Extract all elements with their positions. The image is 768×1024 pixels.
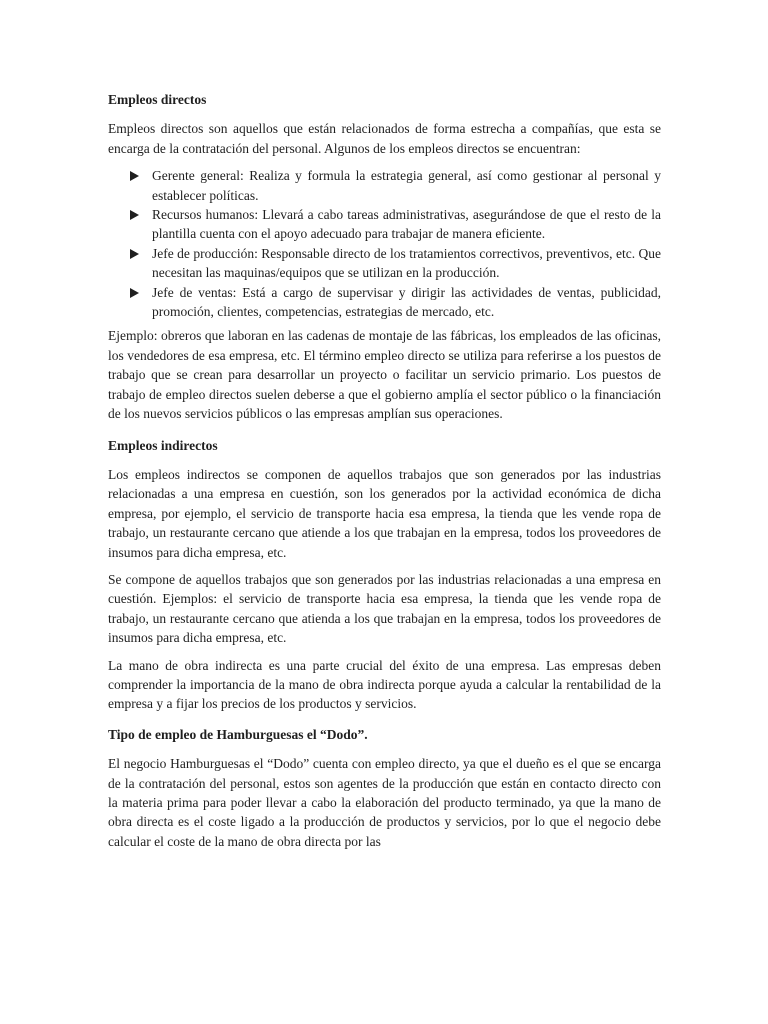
paragraph-intro-directos: Empleos directos son aquellos que están relacionados de forma estrecha a compañías, que esta se encarga de la contratación del personal. Algunos de los empleos directos se encuentran: — [108, 121, 661, 156]
section-heading-tipo-empleo: Tipo de empleo de Hamburguesas el “Dodo”. — [108, 726, 368, 742]
list-item — [108, 283, 661, 322]
arrow-bullet-icon — [130, 171, 139, 181]
bullet-text: Recursos humanos: Llevará a cabo tareas administrativas, asegurándose de que el resto de la plantilla cuenta con el apoyo adecuado para trabajar de manera eficiente. — [152, 207, 661, 242]
section-heading-empleos-indirectos: Empleos indirectos — [108, 437, 218, 453]
paragraph-indirectos-2: Se compone de aquellos trabajos que son generados por las industrias relacionadas a una empresa en cuestión. Ejemplos: el servicio de transporte hacia esa empresa, la tienda que les vende ropa de trabajo, un restaurante cercano que atienda a los que trabajan en la empresa, todos los proveedores de insumos para dicha empresa, etc. — [108, 571, 661, 646]
paragraph-ejemplo-directos: Ejemplo: obreros que laboran en las cadenas de montaje de las fábricas, los empleados de las oficinas, los vendedores de esa empresa, etc. El término empleo directo se utiliza para referirse a los puestos de trabajo que se crean para desarrollar un proyecto o facilitar un servicio primario. Los puestos de trabajo de empleo directos suelen deberse a que el gobierno amplía el sector público o la financiación de los nuevos servicios públicos o las empresas amplían sus operaciones. — [108, 328, 661, 422]
list-item — [108, 244, 661, 283]
bullet-text: Jefe de ventas: Está a cargo de supervisar y dirigir las actividades de ventas, publicidad, promoción, clientes, competencias, estrategias de mercado, etc. — [152, 284, 661, 320]
paragraph-tipo-empleo: El negocio Hamburguesas el “Dodo” cuenta con empleo directo, ya que el dueño es el que se encarga de la contratación del personal, estos son agentes de la producción que están en contacto directo con la materia prima para poder llevar a cabo la elaboración del producto terminado, ya que la mano de obra directa es el coste ligado a la producción de productos y servicios, por lo que el negocio debe calcular el coste de la mano de obra directa por las — [108, 756, 661, 849]
section-heading-empleos-directos: Empleos directos — [108, 92, 207, 107]
bullet-text: Gerente general: Realiza y formula la estrategia general, así como gestionar al personal y establecer políticas. — [152, 168, 661, 203]
paragraph-indirectos-3: La mano de obra indirecta es una parte crucial del éxito de una empresa. Las empresas deben comprender la importancia de la mano de obra indirecta porque ayuda a calcular la rentabilidad de la empresa y a fijar los precios de los productos y servicios. — [108, 657, 661, 712]
bullet-list-empleos-directos — [108, 166, 661, 321]
arrow-bullet-icon — [130, 288, 139, 298]
arrow-bullet-icon — [130, 249, 139, 259]
paragraph-indirectos-1: Los empleos indirectos se componen de aquellos trabajos que son generados por las industrias relacionadas a una empresa en cuestión, son los generados por la actividad económica de dicha empresa, por ejemplo, el servicio de transporte hacia esa empresa, la tienda que les vende ropa de trabajo, un restaurante cercano que atiende a los que trabajan en la empresa, todos los proveedores de insumos para dicha empresa, etc. — [108, 466, 661, 560]
arrow-bullet-icon — [130, 210, 139, 220]
bullet-text: Jefe de producción: Responsable directo de los tratamientos correctivos, preventivos, etc. Que necesitan las maquinas/equipos que se utilizan en la producción. — [152, 245, 661, 281]
list-item — [108, 205, 661, 244]
list-item — [108, 166, 661, 205]
document-page — [108, 90, 661, 859]
